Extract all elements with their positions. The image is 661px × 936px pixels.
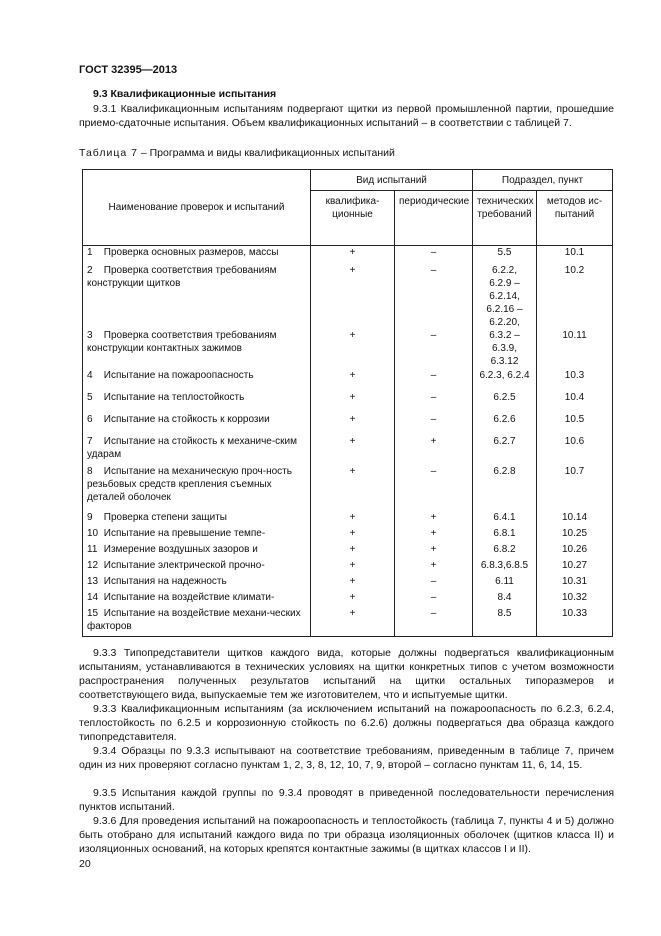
cell-test-name <box>83 246 311 264</box>
cell-qualification: + <box>311 559 395 575</box>
test-name-text: Испытание на пожароопасность <box>103 369 254 381</box>
cell-qualification: + <box>311 246 395 264</box>
cell-test-methods: 10.14 <box>537 511 613 527</box>
column-header-tech-requirements: технических требований <box>473 191 537 246</box>
cell-test-name <box>83 527 311 543</box>
row-number: 9 <box>87 511 93 523</box>
test-name-text: Испытание на стойкость к коррозии <box>103 413 270 425</box>
cell-qualification: + <box>311 435 395 465</box>
row-number: 1 <box>87 247 93 258</box>
cell-periodic: – <box>395 575 473 591</box>
cell-periodic: + <box>395 527 473 543</box>
paragraph-9-3-1 <box>79 102 614 130</box>
column-group-subsection: Подраздел, пункт <box>473 170 613 191</box>
column-header-test-methods: методов ис- пытаний <box>537 191 613 246</box>
page-number: 20 <box>79 858 91 870</box>
section-title: 9.3 Квалификационные испытания <box>93 88 277 100</box>
table-caption <box>79 147 395 159</box>
cell-test-methods: 10.33 <box>537 607 613 637</box>
row-number: 6 <box>87 413 93 425</box>
cell-qualification: + <box>311 527 395 543</box>
row-number: 4 <box>87 369 93 381</box>
cell-tech-requirements: 5.5 <box>473 246 537 264</box>
cell-test-name <box>83 391 311 413</box>
row-number: 8 <box>87 465 93 477</box>
row-number: 11 <box>87 543 98 555</box>
paragraph-9-3-5 <box>79 786 614 814</box>
cell-test-methods: 10.4 <box>537 391 613 413</box>
cell-qualification: + <box>311 591 395 607</box>
cell-qualification: + <box>311 543 395 559</box>
cell-tech-requirements: 6.8.1 <box>473 527 537 543</box>
cell-periodic: + <box>395 511 473 527</box>
cell-tech-requirements: 6.8.2 <box>473 543 537 559</box>
table-row <box>83 329 613 369</box>
table-row <box>83 369 613 391</box>
test-name-text: Испытание на воздействие механи-ческих факторов <box>87 607 301 632</box>
row-number: 7 <box>87 435 93 447</box>
cell-tech-requirements: 8.4 <box>473 591 537 607</box>
row-number: 15 <box>87 607 99 619</box>
column-group-test-kind: Вид испытаний <box>311 170 473 191</box>
table-row <box>83 527 613 543</box>
test-name-text: Измерение воздушных зазоров и <box>103 543 258 555</box>
row-number: 12 <box>87 559 99 571</box>
table-row <box>83 607 613 637</box>
cell-periodic: + <box>395 543 473 559</box>
cell-periodic: + <box>395 435 473 465</box>
cell-periodic: – <box>395 246 473 264</box>
table-row <box>83 435 613 465</box>
qualification-tests-table <box>82 169 613 637</box>
paragraph-text: 9.3.5 Испытания каждой группы по 9.3.4 проводят в приведенной последовательности перечисления пунктов испытаний. <box>79 787 614 813</box>
paragraph-9-3-3-b <box>79 702 614 744</box>
table-row <box>83 559 613 575</box>
cell-test-methods: 10.7 <box>537 465 613 511</box>
column-header-qualification: квалифика- ционные <box>311 191 395 246</box>
cell-tech-requirements: 6.8.3,6.8.5 <box>473 559 537 575</box>
test-name-text: Проверка степени защиты <box>103 511 227 523</box>
cell-test-methods: 10.2 <box>537 264 613 329</box>
row-number: 5 <box>87 391 93 403</box>
cell-qualification: + <box>311 391 395 413</box>
table-caption-label: Таблица 7 <box>79 147 138 159</box>
cell-test-methods: 10.1 <box>537 246 613 264</box>
cell-tech-requirements: 6.2.6 <box>473 413 537 435</box>
test-name-text: Испытание на теплостойкость <box>103 391 245 403</box>
cell-test-methods: 10.6 <box>537 435 613 465</box>
cell-test-name <box>83 511 311 527</box>
cell-periodic: – <box>395 391 473 413</box>
cell-qualification: + <box>311 329 395 369</box>
column-header-periodic: периодические <box>395 191 473 246</box>
cell-tech-requirements: 6.2.3, 6.2.4 <box>473 369 537 391</box>
cell-tech-requirements: 6.11 <box>473 575 537 591</box>
cell-test-name <box>83 264 311 329</box>
cell-test-methods: 10.11 <box>537 329 613 369</box>
cell-qualification: + <box>311 511 395 527</box>
cell-test-name <box>83 543 311 559</box>
table-row <box>83 543 613 559</box>
table-row <box>83 246 613 264</box>
cell-qualification: + <box>311 607 395 637</box>
cell-periodic: – <box>395 369 473 391</box>
table-row <box>83 465 613 511</box>
paragraph-text: 9.3.4 Образцы по 9.3.3 испытывают на соответствие требованиям, приведенным в таблице 7, причем один из них проверяют согласно пунктам 1, 2, 3, 8, 12, 10, 7, 9, второй – согласно пунктам 11, 6, 14, 15. <box>79 745 614 771</box>
cell-periodic: – <box>395 264 473 329</box>
test-name-text: Проверка основных размеров, массы <box>103 247 279 258</box>
cell-qualification: + <box>311 575 395 591</box>
cell-periodic: – <box>395 413 473 435</box>
cell-tech-requirements: 6.2.2, 6.2.9 – 6.2.14, 6.2.16 – 6.2.20, <box>473 264 537 329</box>
cell-test-methods: 10.25 <box>537 527 613 543</box>
paragraph-text: 9.3.3 Квалификационным испытаниям (за исключением испытаний на пожароопасность по 6.2.3, 6.2.4, теплостойкость по 6.2.5 и коррозионную стойкость по 6.2.6) должны подвергаться два образца каждого типопредставителя. <box>79 703 614 743</box>
cell-periodic: + <box>395 559 473 575</box>
cell-periodic: – <box>395 329 473 369</box>
cell-test-name <box>83 591 311 607</box>
cell-test-name <box>83 575 311 591</box>
cell-qualification: + <box>311 264 395 329</box>
cell-test-name <box>83 413 311 435</box>
paragraph-text: 9.3.6 Для проведения испытаний на пожароопасность и теплостойкость (таблица 7, пункты 4 и 5) должно быть отобрано для испытаний каждого вида по три образца изоляционных оболочек (щитков класса II) и изоляционных оснований, на которых крепятся контактные зажимы (в щитках классов I и II). <box>79 815 614 855</box>
paragraph-9-3-3 <box>79 646 614 702</box>
test-name-text: Испытание на механическую проч-ность резьбовых средств крепления съемных деталей оболочек <box>87 465 292 503</box>
test-name-text: Испытание на стойкость к механиче-ским ударам <box>87 435 298 460</box>
cell-test-methods: 10.27 <box>537 559 613 575</box>
cell-periodic: – <box>395 465 473 511</box>
cell-tech-requirements: 6.2.5 <box>473 391 537 413</box>
cell-qualification: + <box>311 465 395 511</box>
document-code: ГОСТ 32395—2013 <box>79 64 178 76</box>
cell-test-methods: 10.31 <box>537 575 613 591</box>
paragraph-9-3-6 <box>79 814 614 856</box>
cell-test-name <box>83 559 311 575</box>
table-row <box>83 575 613 591</box>
cell-test-name <box>83 369 311 391</box>
row-number: 2 <box>87 264 93 276</box>
paragraph-9-3-4 <box>79 744 614 772</box>
cell-periodic: – <box>395 591 473 607</box>
row-number: 14 <box>87 591 99 603</box>
cell-tech-requirements: 6.3.2 – 6.3.9, 6.3.12 <box>473 329 537 369</box>
table-row <box>83 264 613 329</box>
cell-test-methods: 10.5 <box>537 413 613 435</box>
test-name-text: Проверка соответствия требованиям конструкции контактных зажимов <box>87 329 277 354</box>
cell-test-methods: 10.32 <box>537 591 613 607</box>
paragraph-text: 9.3.3 Типопредставители щитков каждого вида, которые должны подвергаться квалификационным испытаниям, устанавливаются в технических условиях на щитки конкретных типов с учетом возможности распространения полученных результатов испытаний на щитки остальных типоразмеров и соответствующего вида, выпускаемые тем же изготовителем, что и испытуемые щитки. <box>79 647 614 701</box>
table-row <box>83 591 613 607</box>
row-number: 10 <box>87 527 99 539</box>
cell-tech-requirements: 6.2.8 <box>473 465 537 511</box>
table-row <box>83 413 613 435</box>
row-number: 13 <box>87 575 99 587</box>
cell-qualification: + <box>311 413 395 435</box>
cell-test-methods: 10.26 <box>537 543 613 559</box>
table-caption-text: – Программа и виды квалификационных испытаний <box>137 147 395 159</box>
test-name-text: Испытание электрической прочно- <box>103 559 265 571</box>
cell-periodic: – <box>395 607 473 637</box>
cell-test-methods: 10.3 <box>537 369 613 391</box>
paragraph-text: 9.3.1 Квалификационным испытаниям подвергают щитки из первой промышленной партии, прошедшие приемо-сдаточные испытания. Объем квалификационных испытаний – в соответствии с таблицей 7. <box>79 103 614 129</box>
column-header-name: Наименование проверок и испытаний <box>83 170 311 246</box>
table-row <box>83 511 613 527</box>
test-name-text: Испытание на воздействие климати- <box>103 591 275 603</box>
cell-qualification: + <box>311 369 395 391</box>
row-number: 3 <box>87 329 93 341</box>
test-name-text: Испытания на надежность <box>103 575 227 587</box>
cell-tech-requirements: 6.2.7 <box>473 435 537 465</box>
cell-test-name <box>83 465 311 511</box>
table-row <box>83 391 613 413</box>
test-name-text: Проверка соответствия требованиям конструкции щитков <box>87 264 277 289</box>
cell-tech-requirements: 8.5 <box>473 607 537 637</box>
cell-test-name <box>83 607 311 637</box>
test-name-text: Испытание на превышение темпе- <box>103 527 266 539</box>
cell-tech-requirements: 6.4.1 <box>473 511 537 527</box>
cell-test-name <box>83 329 311 369</box>
cell-test-name <box>83 435 311 465</box>
